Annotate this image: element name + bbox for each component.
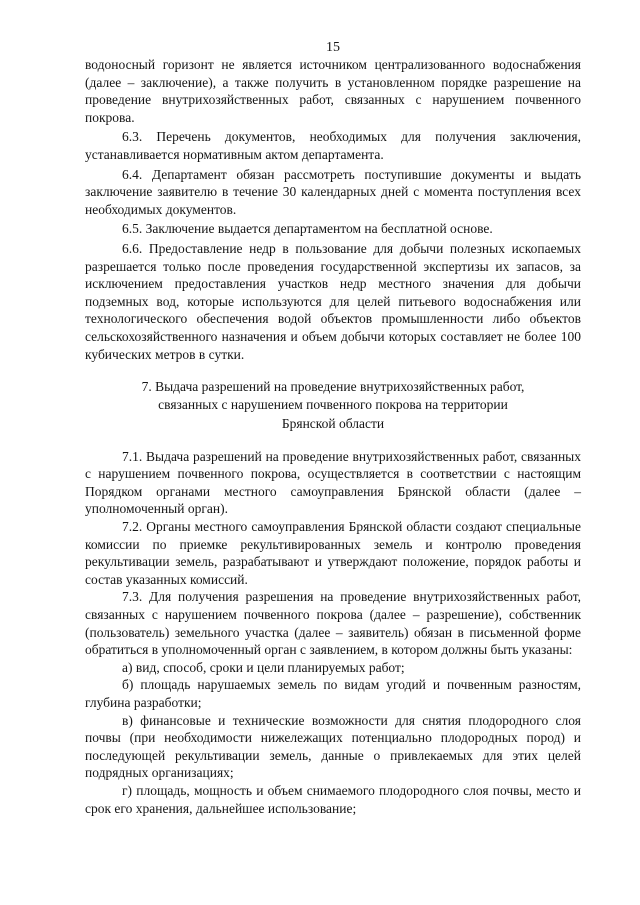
list-item-v: в) финансовые и технические возможности для снятия плодородного слоя почвы (при необходимости нижележащих потенциально плодородных пород) и последующей рекультивации земель, данные о привлекаемых для этих целей подрядных организациях;: [85, 712, 581, 781]
paragraph-6-4: 6.4. Департамент обязан рассмотреть поступившие документы и выдать заключение заявителю в течение 30 календарных дней с момента поступления всех необходимых документов.: [85, 166, 581, 217]
paragraph-6-6: 6.6. Предоставление недр в пользование для добычи полезных ископаемых разрешается только после проведения государственной экспертизы их запасов, за исключением предоставления участков недр местного значения для добычи подземных вод, которые используются для целей питьевого водоснабжения или технологического обеспечения водой объектов промышленности либо объектов сельскохозяйственного назначения и объем добычи которых составляет не более 100 кубических метров в сутки.: [85, 240, 581, 362]
paragraph-7-3: 7.3. Для получения разрешения на проведение внутрихозяйственных работ, связанных с нарушением почвенного покрова (далее – разрешение), собственник (пользователь) земельного участка (далее – заявитель) обязан в письменной форме обратиться в уполномоченный орган с заявлением, в котором должны быть указаны:: [85, 589, 581, 658]
paragraph-7-1: 7.1. Выдача разрешений на проведение внутрихозяйственных работ, связанных с нарушением почвенного покрова, осуществляется в соответствии с настоящим Порядком органами местного самоуправления Брянской области (далее – уполномоченный орган).: [85, 448, 581, 517]
paragraph-7-2: 7.2. Органы местного самоуправления Брянской области создают специальные комиссии по приемке рекультивированных земель и контролю проведения рекультивации земель, разрабатывают и утверждают положение, порядок работы и состав указанных комиссий.: [85, 519, 581, 587]
page-number: 15: [326, 40, 340, 55]
list-item-g: г) площадь, мощность и объем снимаемого плодородного слоя почвы, место и срок его хранения, дальнейшее использование;: [85, 782, 581, 816]
section-heading-line: связанных с нарушением почвенного покрова на территории: [158, 397, 508, 413]
paragraph-6-3: 6.3. Перечень документов, необходимых для получения заключения, устанавливается нормативным актом департамента.: [85, 129, 581, 162]
section-heading-line: Брянской области: [281, 415, 385, 431]
paragraph-group-section-7: [85, 448, 581, 817]
list-item-a: а) вид, способ, сроки и цели планируемых работ;: [122, 659, 405, 675]
paragraph: водоносный горизонт не является источником централизованного водоснабжения (далее – заключение), а также получить в установленном порядке разрешение на проведение внутрихозяйственных работ, связанных с нарушением почвенного покрова.: [85, 57, 581, 125]
paragraph-6-5: 6.5. Заключение выдается департаментом на бесплатной основе.: [122, 221, 493, 237]
section-heading-line: 7. Выдача разрешений на проведение внутрихозяйственных работ,: [141, 379, 525, 395]
paragraph-group-section-6: [85, 56, 581, 363]
section-heading: [85, 378, 581, 433]
list-item-b: б) площадь нарушаемых земель по видам угодий и почвенным разностям, глубина разработки;: [85, 677, 581, 711]
